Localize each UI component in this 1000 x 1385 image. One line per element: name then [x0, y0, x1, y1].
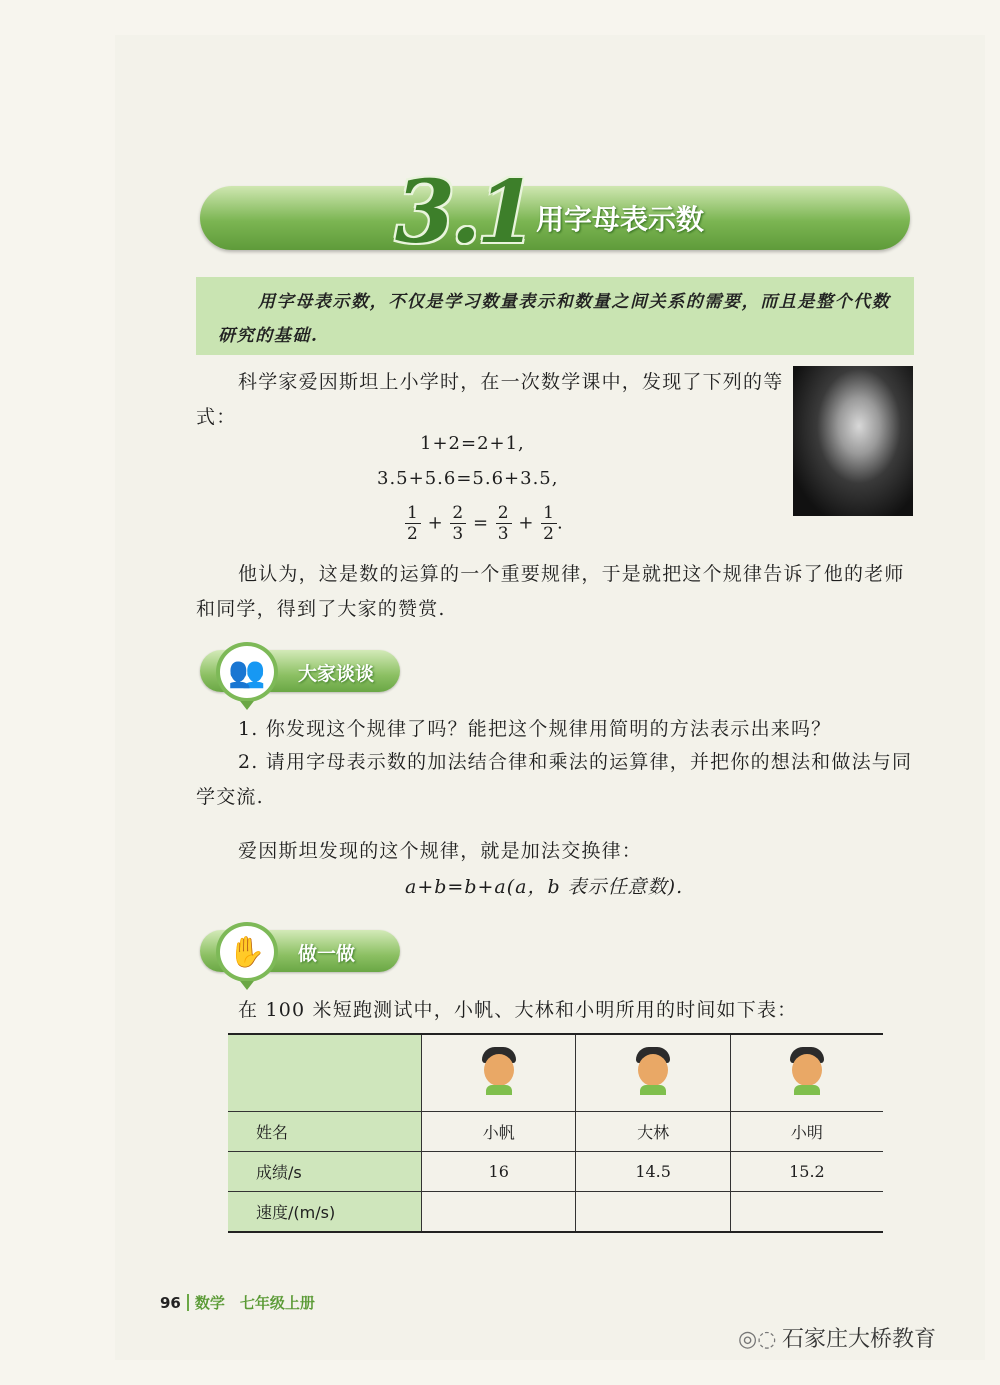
paragraph-law: 爱因斯坦发现的这个规律，就是加法交换律：	[238, 840, 643, 862]
running-times-table	[228, 1033, 883, 1233]
table-cell	[730, 1192, 883, 1233]
section-title-banner	[200, 162, 910, 263]
table-cell: 小明	[730, 1112, 883, 1152]
table-cell: 小帆	[422, 1112, 576, 1152]
intro-text: 用字母表示数，不仅是学习数量表示和数量之间关系的需要，而且是整个代数研究的基础.	[218, 292, 891, 346]
table-row	[228, 1112, 883, 1152]
equation-2: 3.5+5.6=5.6+3.5,	[377, 468, 559, 489]
page-footer	[160, 1292, 315, 1313]
intro-box	[196, 277, 914, 355]
table-cell: 大林	[576, 1112, 730, 1152]
hand-icon: ✋	[216, 922, 278, 982]
equation-1: 1+2=2+1,	[420, 433, 525, 454]
paragraph-einstein: 科学家爱因斯坦上小学时，在一次数学课中，发现了下列的等式：	[196, 371, 784, 428]
watermark	[738, 1322, 936, 1353]
row-header: 速度/(m/s)	[228, 1192, 422, 1233]
discuss-label: 大家谈谈	[298, 663, 375, 685]
section-title: 用字母表示数	[536, 203, 705, 236]
table-row	[228, 1152, 883, 1192]
row-header: 姓名	[228, 1112, 422, 1152]
fraction: $\frac{2}{3}$	[452, 503, 465, 544]
activity-tag	[200, 930, 400, 972]
boy-face-icon	[632, 1047, 674, 1095]
table-cell: 16	[422, 1152, 576, 1192]
people-talk-icon: 👥	[216, 642, 278, 702]
fraction: $\frac{2}{3}$	[497, 503, 510, 544]
fraction: $\frac{1}{2}$	[543, 503, 555, 544]
table-cell	[422, 1192, 576, 1233]
table-cell: 15.2	[730, 1152, 883, 1192]
table-row	[228, 1034, 883, 1112]
fraction: $\frac{1}{2}$	[407, 503, 419, 544]
row-header: 成绩/s	[228, 1152, 422, 1192]
activity-label: 做一做	[298, 943, 356, 965]
table-row	[228, 1192, 883, 1233]
table-cell	[576, 1192, 730, 1233]
boy-face-icon	[786, 1047, 828, 1095]
question-1: 1. 你发现这个规律了吗？能把这个规律用简明的方法表示出来吗？	[238, 718, 832, 740]
question-2: 2. 请用字母表示数的加法结合律和乘法的运算律，并把你的想法和做法与同学交流.	[196, 751, 913, 808]
equation-3: $\frac{1}{2}$ + $\frac{2}{3}$ = $\frac{2}{3}$ + $\frac{1}{2}$ .	[407, 503, 564, 544]
watermark-text: 石家庄大桥教育	[782, 1327, 937, 1352]
einstein-photo	[793, 366, 913, 516]
page-number: 96	[160, 1294, 181, 1312]
table-cell: 14.5	[576, 1152, 730, 1192]
paragraph-rule: 他认为，这是数的运算的一个重要规律，于是就把这个规律告诉了他的老师和同学，得到了大家的赞赏.	[196, 563, 905, 620]
wechat-icon: ◎◌	[738, 1327, 777, 1352]
section-number: 3.1	[395, 162, 533, 263]
discuss-tag	[200, 650, 400, 692]
boy-face-icon	[478, 1047, 520, 1095]
book-title: 数学 七年级上册	[194, 1294, 315, 1312]
commutative-law: a+b=b+a(a，b 表示任意数).	[405, 876, 684, 898]
activity-text: 在 100 米短跑测试中，小帆、大林和小明所用的时间如下表：	[238, 999, 798, 1021]
